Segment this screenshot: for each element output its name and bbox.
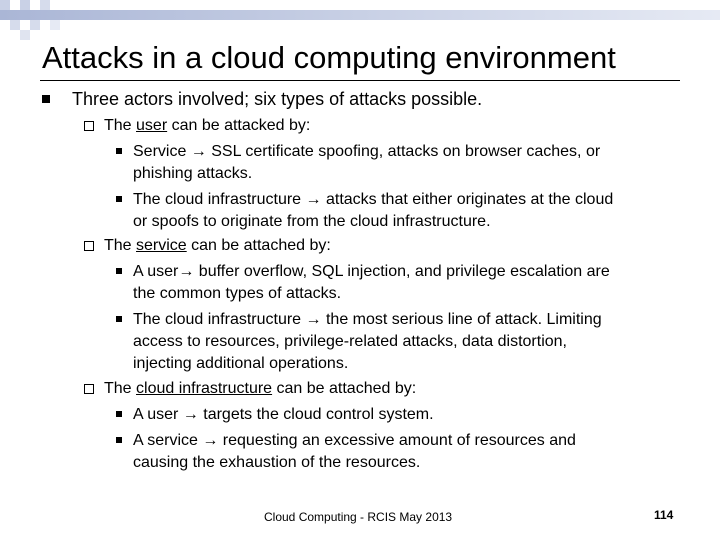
square-bullet-icon	[42, 95, 50, 103]
level1-text: Three actors involved; six types of attacks possible.	[72, 89, 483, 109]
hollow-square-bullet-icon	[84, 121, 94, 131]
page-number: 114	[654, 508, 674, 522]
service-item-2-line2: access to resources, privilege-related attacks, data distortion,	[133, 333, 567, 350]
square-bullet-icon	[116, 316, 122, 322]
service-item-2-line1: The cloud infrastructure → the most serious line of attack. Limiting	[133, 311, 602, 328]
service-item-1-line1: A user→ buffer overflow, SQL injection, and privilege escalation are	[133, 263, 610, 280]
square-bullet-icon	[116, 411, 122, 417]
user-item-2-line1: The cloud infrastructure → attacks that either originates at the cloud	[133, 191, 614, 208]
square-bullet-icon	[116, 148, 122, 154]
square-bullet-icon	[116, 437, 122, 443]
slide-title: Attacks in a cloud computing environment	[42, 40, 616, 75]
cloud-infra-item-1: A user → targets the cloud control system.	[133, 406, 434, 423]
user-heading: The user can be attacked by:	[104, 117, 311, 134]
cloud-infra-item-2-line1: A service → requesting an excessive amount of resources and	[133, 432, 576, 449]
cloud-infra-heading: The cloud infrastructure can be attached by:	[104, 380, 417, 397]
user-item-1-line1: Service → SSL certificate spoofing, attacks on browser caches, or	[133, 143, 601, 160]
square-bullet-icon	[116, 268, 122, 274]
square-bullet-icon	[116, 196, 122, 202]
service-item-1-line2: the common types of attacks.	[133, 285, 342, 302]
cloud-infra-item-2-line2: causing the exhaustion of the resources.	[133, 454, 421, 471]
slide-footer: Cloud Computing - RCIS May 2013	[264, 510, 453, 524]
hollow-square-bullet-icon	[84, 241, 94, 251]
service-heading: The service can be attached by:	[104, 237, 331, 254]
user-item-1-line2: phishing attacks.	[133, 165, 253, 182]
hollow-square-bullet-icon	[84, 384, 94, 394]
user-item-2-line2: or spoofs to originate from the cloud infrastructure.	[133, 213, 491, 230]
service-item-2-line3: injecting additional operations.	[133, 355, 349, 372]
